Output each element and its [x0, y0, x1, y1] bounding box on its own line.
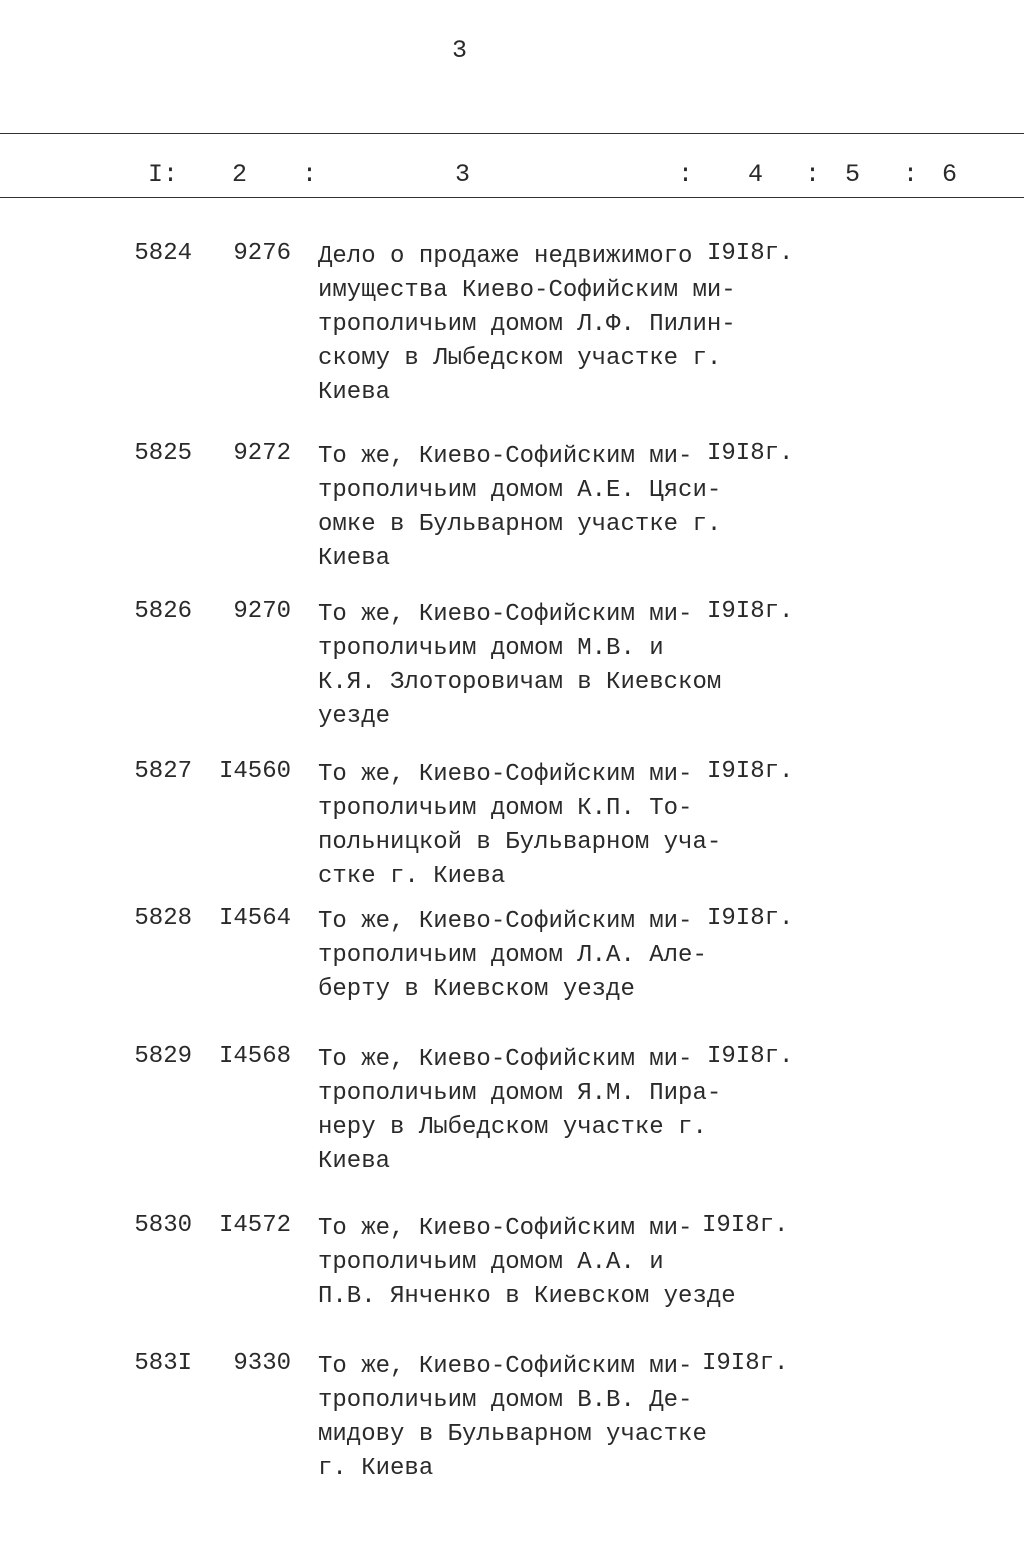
description-line: То же, Киево-Софийским ми-	[318, 1046, 693, 1073]
description-line: То же, Киево-Софийским ми-	[318, 1353, 693, 1380]
description-line: трополичьим домом А.А. и	[318, 1249, 664, 1276]
record-description	[318, 1212, 736, 1314]
description-line: трополичьим домом М.В. и	[318, 635, 664, 662]
description-line: скому в Лыбедском участке г.	[318, 345, 722, 372]
description-line: То же, Киево-Софийским ми-	[318, 1215, 693, 1242]
col-separator: :	[903, 160, 919, 189]
description-line: То же, Киево-Софийским ми-	[318, 761, 693, 788]
record-old-number: 9272	[233, 440, 291, 467]
col-header-5: 5	[845, 160, 861, 189]
description-line: Дело о продаже недвижимого	[318, 243, 693, 270]
col-header-2: 2	[232, 160, 248, 189]
col-separator: :	[805, 160, 821, 189]
record-year: I9I8г.	[707, 1043, 794, 1070]
header-rule-top	[0, 133, 1024, 134]
record-number: 5829	[134, 1043, 192, 1070]
record-number: 5828	[134, 905, 192, 932]
record-number: 5827	[134, 758, 192, 785]
record-year: I9I8г.	[707, 240, 794, 267]
description-line: трополичьим домом В.В. Де-	[318, 1387, 693, 1414]
record-number: 5826	[134, 598, 192, 625]
record-old-number: 9270	[233, 598, 291, 625]
description-line: польницкой в Бульварном уча-	[318, 829, 722, 856]
description-line: То же, Киево-Софийским ми-	[318, 908, 693, 935]
record-description	[318, 905, 718, 1007]
record-year: I9I8г.	[707, 758, 794, 785]
description-line: г. Киева	[318, 1455, 434, 1482]
header-rule-bottom	[0, 197, 1024, 198]
record-old-number: I4572	[218, 1212, 291, 1239]
record-year: I9I8г.	[707, 440, 794, 467]
description-line: трополичьим домом К.П. То-	[318, 795, 693, 822]
record-number: 5825	[134, 440, 192, 467]
record-description	[318, 598, 722, 734]
description-line: трополичьим домом А.Е. Цяси-	[318, 477, 722, 504]
description-line: неру в Лыбедском участке г.	[318, 1114, 707, 1141]
col-header-1: I:	[148, 160, 179, 189]
description-line: Киева	[318, 545, 391, 572]
record-old-number: I4564	[218, 905, 291, 932]
record-description	[318, 440, 722, 576]
description-line: трополичьим домом Л.А. Але-	[318, 942, 707, 969]
record-old-number: 9330	[233, 1350, 291, 1377]
description-line: мидову в Бульварном участке	[318, 1421, 707, 1448]
col-header-6: 6	[942, 160, 958, 189]
record-number: 5830	[134, 1212, 192, 1239]
col-header-4: 4	[748, 160, 764, 189]
record-year: I9I8г.	[702, 1350, 789, 1377]
description-line: уезде	[318, 703, 391, 730]
record-year: I9I8г.	[702, 1212, 789, 1239]
record-description	[318, 240, 736, 410]
record-old-number: I4568	[218, 1043, 291, 1070]
page-number: 3	[452, 36, 468, 65]
col-header-3: 3	[455, 160, 471, 189]
description-line: имущества Киево-Софийским ми-	[318, 277, 736, 304]
description-line: То же, Киево-Софийским ми-	[318, 443, 693, 470]
record-old-number: 9276	[233, 240, 291, 267]
description-line: омке в Бульварном участке г.	[318, 511, 722, 538]
description-line: Киева	[318, 1148, 391, 1175]
description-line: берту в Киевском уезде	[318, 976, 635, 1003]
record-description	[318, 758, 722, 894]
col-separator: :	[302, 160, 318, 189]
record-old-number: I4560	[218, 758, 291, 785]
description-line: стке г. Киева	[318, 863, 506, 890]
record-year: I9I8г.	[707, 598, 794, 625]
description-line: То же, Киево-Софийским ми-	[318, 601, 693, 628]
description-line: трополичьим домом Л.Ф. Пилин-	[318, 311, 736, 338]
description-line: Киева	[318, 379, 391, 406]
record-number: 583I	[134, 1350, 192, 1377]
record-number: 5824	[134, 240, 192, 267]
description-line: П.В. Янченко в Киевском уезде	[318, 1283, 736, 1310]
record-year: I9I8г.	[707, 905, 794, 932]
description-line: К.Я. Злоторовичам в Киевском	[318, 669, 722, 696]
description-line: трополичьим домом Я.М. Пира-	[318, 1080, 722, 1107]
record-description	[318, 1043, 722, 1179]
col-separator: :	[678, 160, 694, 189]
record-description	[318, 1350, 718, 1486]
